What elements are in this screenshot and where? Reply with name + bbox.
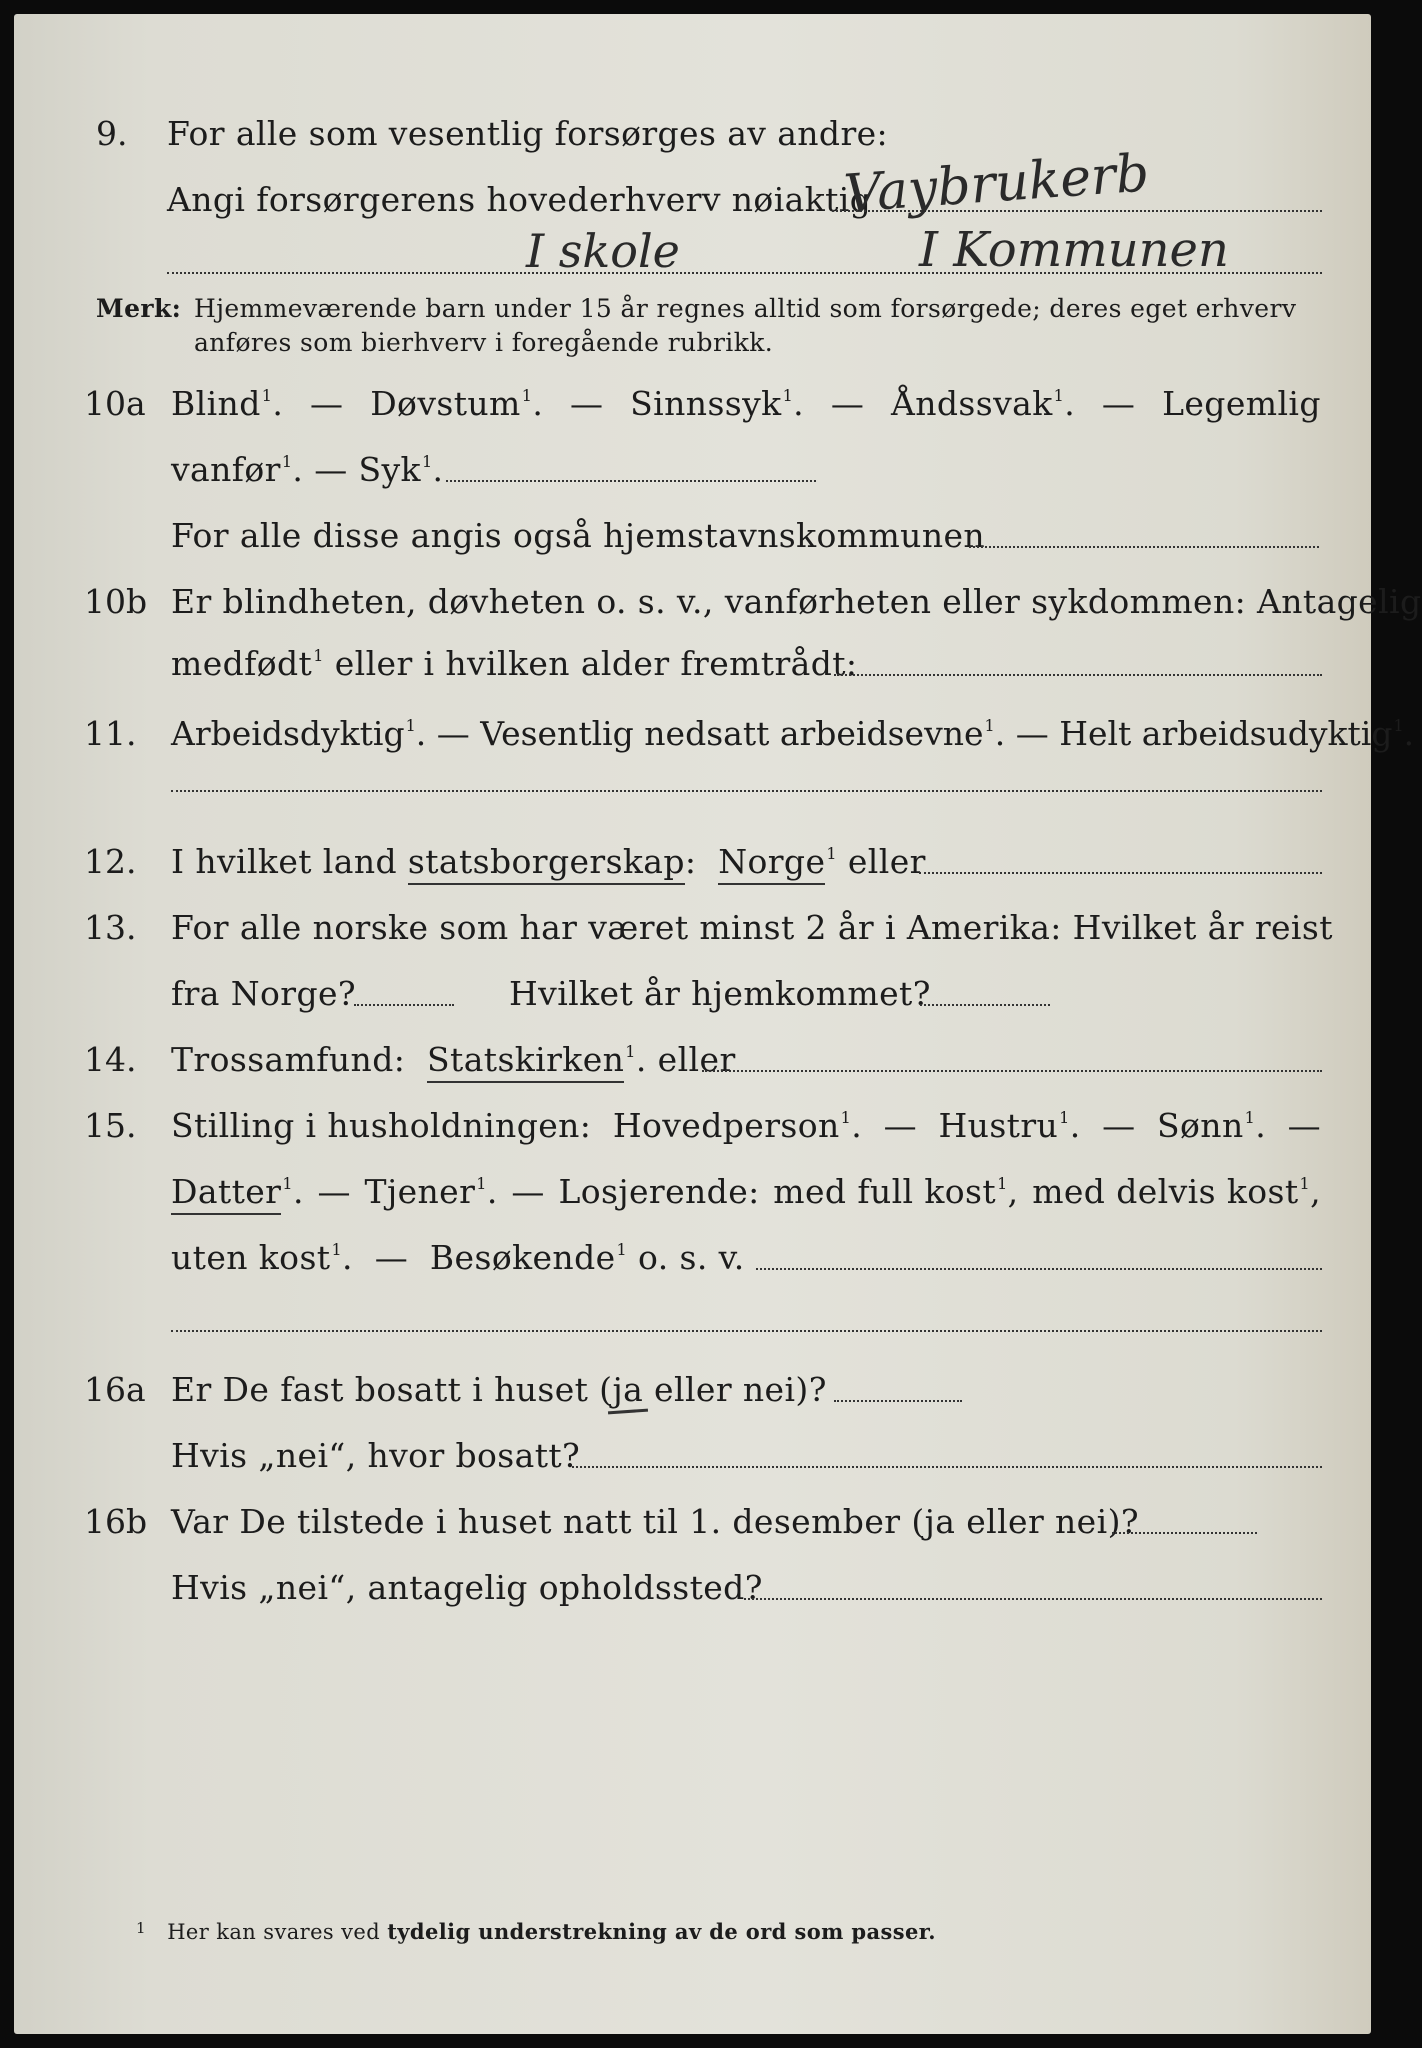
q16b-dotted-line-1: [1112, 1532, 1257, 1534]
q13-dotted-line-2: [920, 1004, 1050, 1006]
q10b-number: 10b: [84, 582, 148, 621]
q10a-line3: For alle disse angis også hjemstavnskommunen: [171, 516, 986, 555]
merk-label: Merk:: [96, 294, 182, 323]
dash: —: [310, 384, 344, 423]
q12-dotted-line: [919, 872, 1322, 874]
q10a-andssvak: Åndssvak$^1$.: [891, 384, 1076, 423]
q9-handwritten-answer-2: I skole: [526, 224, 680, 278]
q10b-line2: medfødt$^1$ eller i hvilken alder fremtrådt:: [171, 644, 858, 683]
q10a-sinnssyk: Sinnssyk$^1$.: [630, 384, 805, 423]
census-form-page: [14, 14, 1422, 2034]
q10a-legemlig: Legemlig: [1162, 384, 1321, 423]
q10b-line1: Er blindheten, døvheten o. s. v., vanførheten eller sykdommen: Antagelig: [171, 582, 1422, 621]
q14-line: Trossamfund: Statskirken$^1$. eller: [171, 1040, 736, 1079]
q16a-dotted-line-2: [572, 1466, 1322, 1468]
q16b-number: 16b: [84, 1502, 148, 1541]
q12-line: I hvilket land statsborgerskap: Norge$^1$ eller: [171, 842, 926, 881]
q13-hjemkommet: Hvilket år hjemkommet?: [509, 974, 931, 1013]
q9-line2: Angi forsørgerens hovederhverv nøiaktig: [167, 180, 872, 219]
q16b-dotted-line-2: [744, 1598, 1322, 1600]
q13-dotted-line-1: [354, 1004, 454, 1006]
dash: —: [569, 384, 604, 423]
q10a-line2: vanfør$^1$. — Syk$^1$.: [171, 450, 444, 489]
q16b-line1: Var De tilstede i huset natt til 1. desember (ja eller nei)?: [171, 1502, 1139, 1541]
q9-handwritten-answer-3: I Kommunen: [919, 222, 1229, 278]
q16b-line2: Hvis „nei“, antagelig opholdssted?: [171, 1568, 763, 1607]
q14-number: 14.: [84, 1040, 137, 1079]
q15-number: 15.: [84, 1106, 137, 1145]
q12-norge-underlined: Norge: [718, 842, 825, 885]
q13-fra-norge: fra Norge?: [171, 974, 357, 1013]
q10a-dotted-line-1: [446, 480, 816, 482]
q13-number: 13.: [84, 908, 137, 947]
q10a-dovstum: Døvstum$^1$.: [370, 384, 544, 423]
merk-line1: Hjemmeværende barn under 15 år regnes alltid som forsørgede; deres eget erhverv: [194, 294, 1297, 323]
q9-line1: For alle som vesentlig forsørges av andre:: [167, 114, 889, 153]
q13-line1: For alle norske som har været minst 2 år i Amerika: Hvilket år reist: [171, 908, 1333, 947]
q11-number: 11.: [84, 714, 137, 753]
q10a-line1: [171, 384, 1321, 423]
q10a-blind: Blind$^1$.: [171, 384, 284, 423]
q12-number: 12.: [84, 842, 137, 881]
q14-dotted-line: [702, 1070, 1322, 1072]
q15-line3: uten kost$^1$. — Besøkende$^1$ o. s. v.: [171, 1238, 745, 1277]
dash: —: [830, 384, 865, 423]
q9-handwritten-answer-1: Vaybrukerb: [842, 143, 1151, 225]
q16a-dotted-line-1: [834, 1400, 962, 1402]
q16a-line1: Er De fast bosatt i huset (ja eller nei)?: [171, 1370, 827, 1409]
q14-statskirken-underlined: Statskirken: [427, 1040, 624, 1083]
q15-dotted-line-1: [756, 1268, 1322, 1270]
pen-stroke-mark: [608, 1409, 648, 1415]
q16a-line2: Hvis „nei“, hvor bosatt?: [171, 1436, 581, 1475]
q15-line1: Stilling i husholdningen: Hovedperson$^1$. — Hustru$^1$. — Sønn$^1$. —: [171, 1106, 1321, 1145]
q11-dotted-line: [171, 790, 1322, 792]
merk-line2: anføres som bierhverv i foregående rubrikk.: [194, 328, 774, 357]
q10a-dotted-line-2: [969, 546, 1319, 548]
q15-line2: Datter$^1$. — Tjener$^1$. — Losjerende: med full kost$^1$, med delvis kost$^1$,: [171, 1172, 1321, 1211]
q12-statsborgerskap-underlined: statsborgerskap: [408, 842, 685, 885]
q15-datter-underlined: Datter: [171, 1172, 281, 1215]
q11-line1: Arbeidsdyktig$^1$. — Vesentlig nedsatt arbeidsevne$^1$. — Helt arbeidsudyktig$^1$.: [171, 714, 1415, 753]
q16a-number: 16a: [84, 1370, 146, 1409]
q10a-number: 10a: [84, 384, 146, 423]
q10b-dotted-line: [834, 674, 1322, 676]
q9-number: 9.: [96, 114, 128, 153]
dash: —: [1101, 384, 1136, 423]
footnote: $^1$ Her kan svares ved tydelig understrekning av de ord som passer.: [136, 1919, 936, 1944]
q15-dotted-line-2: [171, 1330, 1322, 1332]
